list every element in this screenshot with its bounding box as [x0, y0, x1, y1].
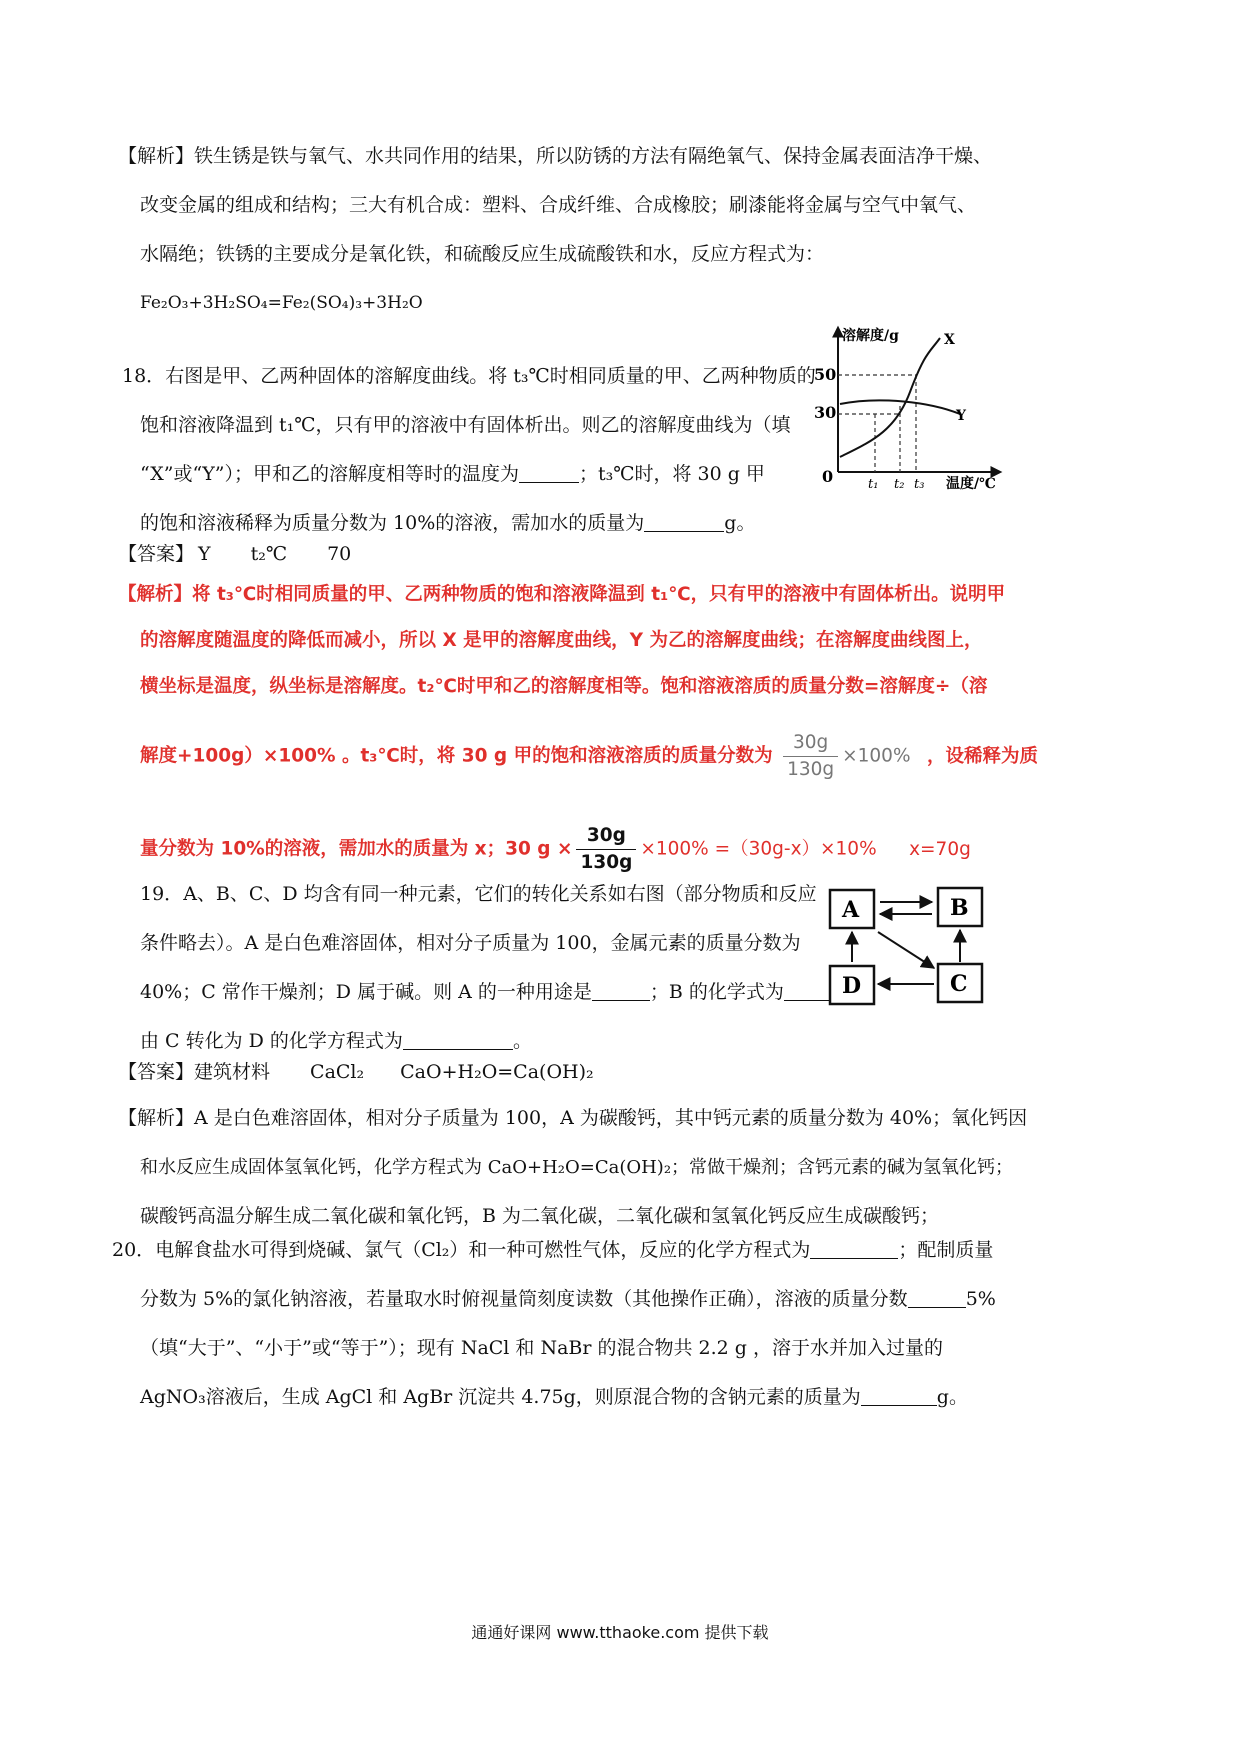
q18-line2: 饱和溶液降温到 t₁℃，只有甲的溶液中有固体析出。则乙的溶解度曲线为（填: [140, 414, 791, 436]
q20-line4: AgNO₃溶液后，生成 AgCl 和 AgBr 沉淀共 4.75g，则原混合物的含钠元素的质量为 g。: [140, 1386, 968, 1408]
q18-answer-2: t₂℃: [250, 543, 288, 565]
q19-answer-3: CaO+H₂O=Ca(OH)₂: [400, 1061, 594, 1083]
q18-analysis-line5: 量分数为 10%的溶液，需加水的质量为 x；30 g × $\frac{30g}{130g}$ ×100% =（30g-x）×10% x=70g: [140, 823, 1130, 876]
q19-line2: 条件略去）。A 是白色难溶固体，相对分子质量为 100，金属元素的质量分数为: [140, 932, 801, 954]
y-tick-50: 50: [814, 365, 837, 384]
q19-answer-1: 建筑材料: [194, 1061, 271, 1083]
q18-analysis: [118, 572, 1130, 876]
q18-line1: 18．右图是甲、乙两种固体的溶解度曲线。将 t₃℃时相同质量的甲、乙两种物质的: [122, 365, 816, 387]
q18-question: [122, 352, 816, 548]
x-axis-label: 温度/℃: [946, 476, 996, 492]
q17-analysis-line3: 水隔绝；铁锈的主要成分是氧化铁，和硫酸反应生成硫酸铁和水，反应方程式为：: [140, 243, 825, 265]
q18-analysis-line2: 的溶解度随温度的降低而减小，所以 X 是甲的溶解度曲线，Y 为乙的溶解度曲线；在溶解度曲线图上，: [140, 630, 983, 651]
curve-x: [840, 338, 940, 457]
page-footer: 通通好课网 www.tthaoke.com 提供下载: [471, 1623, 769, 1642]
q18-analysis-line4: 解度+100g）×100% 。t₃℃时，将 30 g 甲的饱和溶液溶质的质量分数为 $\frac{30g}{130g}$ ×100% ，设稀释为质: [140, 730, 1130, 783]
series-x-label: X: [944, 332, 955, 348]
q17-equation: Fe₂O₃+3H₂SO₄=Fe₂(SO₄)₃+3H₂O: [140, 293, 423, 313]
q20-blank-sodium[interactable]: [861, 1387, 937, 1406]
q19-answer-2: CaCl₂: [310, 1061, 365, 1083]
q20-blank-equation[interactable]: [810, 1240, 898, 1259]
q19-analysis-line2: 和水反应生成固体氢氧化钙，化学方程式为 CaO+H₂O=Ca(OH)₂；常做干燥剂；含钙元素的碱为氢氧化钙；: [140, 1157, 1014, 1178]
q18-blank-temp[interactable]: [519, 464, 579, 483]
q19-line1: 19．A、B、C、D 均含有同一种元素，它们的转化关系如右图（部分物质和反应: [140, 883, 817, 905]
answer-label: 【答案】: [118, 543, 195, 565]
q18-line4: 的饱和溶液稀释为质量分数为 10%的溶液，需加水的质量为 g。: [140, 512, 756, 534]
y-axis-label: 溶解度/g: [842, 328, 899, 344]
q17-analysis: [118, 132, 1130, 328]
q20-question: [112, 1226, 1130, 1422]
series-y-label: Y: [956, 408, 966, 424]
q17-analysis-line1: 【解析】铁生锈是铁与氧气、水共同作用的结果，所以防锈的方法有隔绝氧气、保持金属表面洁净干燥、: [118, 145, 993, 167]
q19-line3: 40%；C 常作干燥剂；D 属于碱。则 A 的一种用途是 ；B 的化学式为: [122, 968, 792, 1017]
fraction-30-130-a: $\frac{30g}{130g}$: [783, 730, 838, 783]
q19-line4: 由 C 转化为 D 的化学方程式为 。: [140, 1030, 532, 1052]
q19-question: [122, 870, 817, 1066]
label-c: C: [950, 971, 968, 997]
fraction-30-130-b: $\frac{30g}{130g}$: [576, 823, 636, 876]
q18-line3: “X”或“Y”）；甲和乙的溶解度相等时的温度为 ；t₃℃时，将 30 g 甲: [140, 463, 765, 485]
x-tick-t1: t₁: [868, 477, 879, 492]
q18-analysis-line3: 横坐标是温度，纵坐标是溶解度。t₂℃时甲和乙的溶解度相等。饱和溶液溶质的质量分数=溶解度÷（溶: [140, 676, 988, 697]
q20-line2: 分数为 5%的氯化钠溶液，若量取水时俯视量筒刻度读数（其他操作正确），溶液的质量分数 5%: [140, 1288, 996, 1310]
q18-analysis-line1: 【解析】将 t₃℃时相同质量的甲、乙两种物质的饱和溶液降温到 t₁℃，只有甲的溶液中有固体析出。说明甲: [118, 584, 1006, 605]
x-tick-t2: t₂: [894, 477, 905, 492]
q19-blank-use[interactable]: [592, 982, 650, 1001]
q19-analysis-line3: 碳酸钙高温分解生成二氧化碳和氧化钙，B 为二氧化碳，二氧化碳和氢氧化钙反应生成碳酸钙；: [140, 1205, 940, 1227]
q20-blank-compare[interactable]: [908, 1289, 966, 1308]
q20-line3: （填“大于”、“小于”或“等于”）；现有 NaCl 和 NaBr 的混合物共 2.2 g ，溶于水并加入过量的: [140, 1337, 944, 1359]
q19-analysis: [118, 1094, 1130, 1241]
q20-line1: 20．电解食盐水可得到烧碱、氯气（Cl₂）和一种可燃性气体，反应的化学方程式为 ；配制质量: [112, 1239, 994, 1261]
conversion-diagram: [828, 884, 1008, 1014]
solubility-chart: [810, 322, 1010, 492]
q19-analysis-line1: 【解析】A 是白色难溶固体，相对分子质量为 100，A 为碳酸钙，其中钙元素的质量分数为 40%；氧化钙因: [118, 1107, 1028, 1129]
q19-answer: 【答案】建筑材料 CaCl₂ CaO+H₂O=Ca(OH)₂: [118, 1061, 594, 1083]
q19-blank-formula[interactable]: [784, 982, 830, 1001]
q18-answer-1: Y: [198, 543, 211, 565]
q17-analysis-line2: 改变金属的组成和结构；三大有机合成：塑料、合成纤维、合成橡胶；刷漆能将金属与空气中氧气、: [140, 194, 977, 216]
origin-label: 0: [822, 467, 834, 486]
label-a: A: [842, 897, 860, 923]
label-d: D: [842, 973, 862, 999]
y-tick-30: 30: [814, 403, 837, 422]
x-tick-t3: t₃: [914, 477, 925, 492]
label-b: B: [950, 895, 969, 921]
q18-answer-3: 70: [327, 543, 352, 565]
arrow-a-to-c: [878, 932, 934, 968]
